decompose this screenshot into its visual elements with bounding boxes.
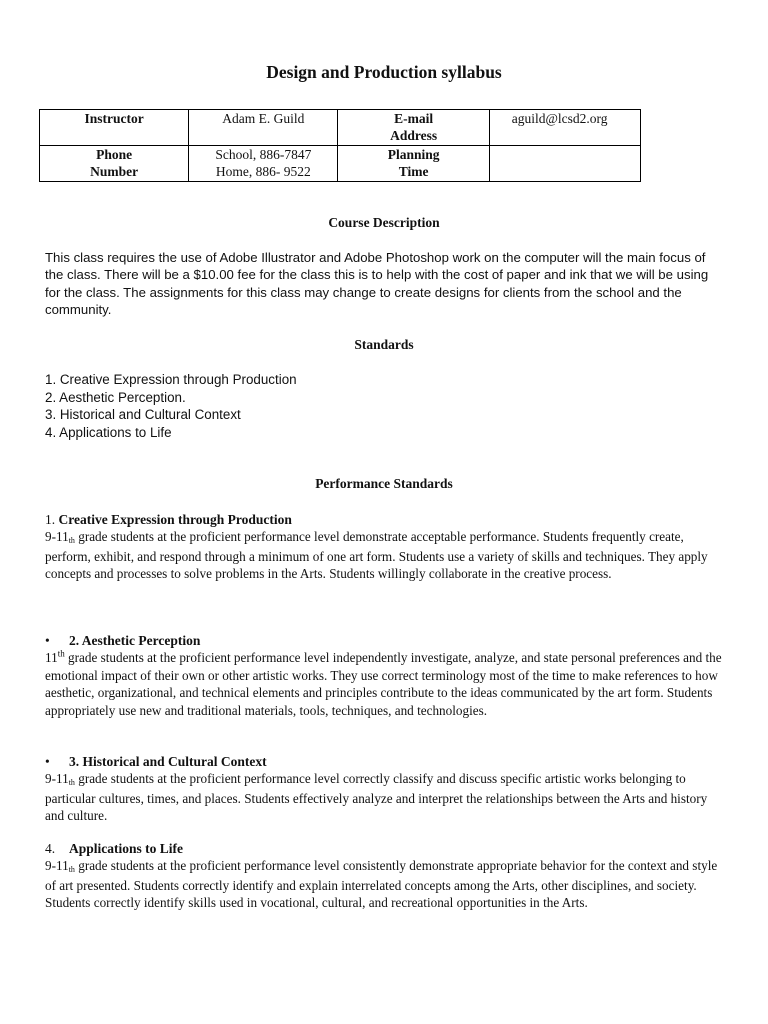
ps4-title: Applications to Life [69, 841, 184, 856]
ps4-grade: 9-11 [45, 858, 69, 874]
course-description-heading: Course Description [328, 215, 440, 230]
list-item: 4. Applications to Life [45, 424, 172, 440]
instructor-info-table [39, 109, 641, 182]
ps4-heading [45, 840, 725, 857]
ps2-text: grade students at the proficient performance level independently investigate, analyze, and state personal preferences and the emotional impact of their own or other artistic works. They use correct terminology most of the time to make references to how aesthetic, organizational, and technical elements and principles contribute to the ideas communicated by the art form. Students appropriately use new and traditional materials, tools, techniques, and technologies. [45, 650, 722, 718]
table-row [40, 110, 641, 146]
ps2-title: 2. Aesthetic Perception [69, 633, 201, 648]
bullet-icon: • [45, 633, 50, 648]
ps4-body [45, 857, 725, 911]
email-value-cell [489, 110, 640, 146]
phone-home: Home, 886- 9522 [215, 164, 311, 179]
ps4-text: grade students at the proficient performance level consistently demonstrate appropriate behavior for the context and style of art presented. Students correctly identify and explain interrelated concepts among the Arts, other disciplines, and society. Students correctly identify skills used in vocational, cultural, and recreational opportunities in the Arts. [45, 858, 718, 911]
performance-standard-3 [45, 753, 725, 825]
ps3-title: 3. Historical and Cultural Context [69, 754, 267, 769]
ps3-body [45, 770, 725, 824]
instructor-name: Adam E. Guild [222, 111, 305, 126]
instructor-label-cell [40, 110, 189, 146]
email-label-line-2: Address [390, 128, 438, 143]
ps1-grade: 9-11 [45, 529, 69, 545]
performance-standard-1 [45, 511, 725, 583]
standards-heading: Standards [354, 337, 414, 352]
list-item: 1. Creative Expression through Production [45, 372, 297, 387]
performance-standard-2 [45, 632, 725, 719]
ps4-grade-suffix: th [68, 865, 75, 875]
ps3-text: grade students at the proficient performance level correctly classify and discuss specific artistic works belonging to particular cultures, times, and places. Students effectively analyze and interpret the relationships between the Arts and history and culture. [45, 771, 708, 824]
instructor-label: Instructor [84, 111, 144, 126]
ps3-grade: 9-11 [45, 771, 69, 787]
ps2-body [45, 649, 725, 719]
performance-standards-heading: Performance Standards [315, 476, 453, 491]
ps1-grade-suffix: th [68, 536, 75, 546]
email-label-cell [338, 110, 489, 146]
ps2-grade-suffix: th [57, 649, 65, 660]
ps3-heading [45, 753, 725, 770]
bullet-icon: • [45, 754, 50, 769]
page-title: Design and Production syllabus [266, 62, 502, 82]
list-item: 3. Historical and Cultural Context [45, 407, 241, 423]
ps4-number: 4. [45, 841, 56, 856]
ps1-body [45, 528, 725, 582]
phone-label-line-1: Phone [96, 147, 133, 162]
standards-list [45, 371, 725, 441]
ps2-heading [45, 632, 725, 649]
phone-label-line-2: Number [90, 164, 139, 179]
planning-value-cell [489, 146, 640, 182]
phone-value-cell [189, 146, 338, 182]
ps3-grade-suffix: th [68, 778, 75, 788]
ps1-number: 1. [45, 512, 56, 527]
ps1-heading [45, 511, 725, 528]
planning-label-line-2: Time [398, 164, 429, 179]
ps2-grade: 11 [45, 650, 58, 666]
phone-label-cell [40, 146, 189, 182]
ps1-title: Creative Expression through Production [58, 512, 292, 527]
phone-school: School, 886-7847 [215, 147, 312, 162]
list-item: 2. Aesthetic Perception. [45, 389, 186, 405]
ps1-text: grade students at the proficient performance level demonstrate acceptable performance. Students frequently create, perform, exhibit, and respond through a minimum of one art form. Students use a variety of skills and techniques. They apply concepts and processes to solve problems in the Arts. Students willingly collaborate in the creative process. [45, 529, 708, 582]
performance-standard-4 [45, 840, 725, 912]
table-row [40, 146, 641, 182]
planning-label-line-1: Planning [387, 147, 440, 162]
email-address: aguild@lcsd2.org [511, 111, 608, 126]
course-description-text: This class requires the use of Adobe Illustrator and Adobe Photoshop work on the computer will the main focus of the class. There will be a $10.00 fee for the class this is to help with the cost of paper and ink that we will be using for the class. The assignments for this class may change to create designs for clients from the school and the community. [45, 250, 709, 318]
email-label-line-1: E-mail [394, 111, 434, 126]
planning-label-cell [338, 146, 489, 182]
instructor-value-cell [189, 110, 338, 146]
